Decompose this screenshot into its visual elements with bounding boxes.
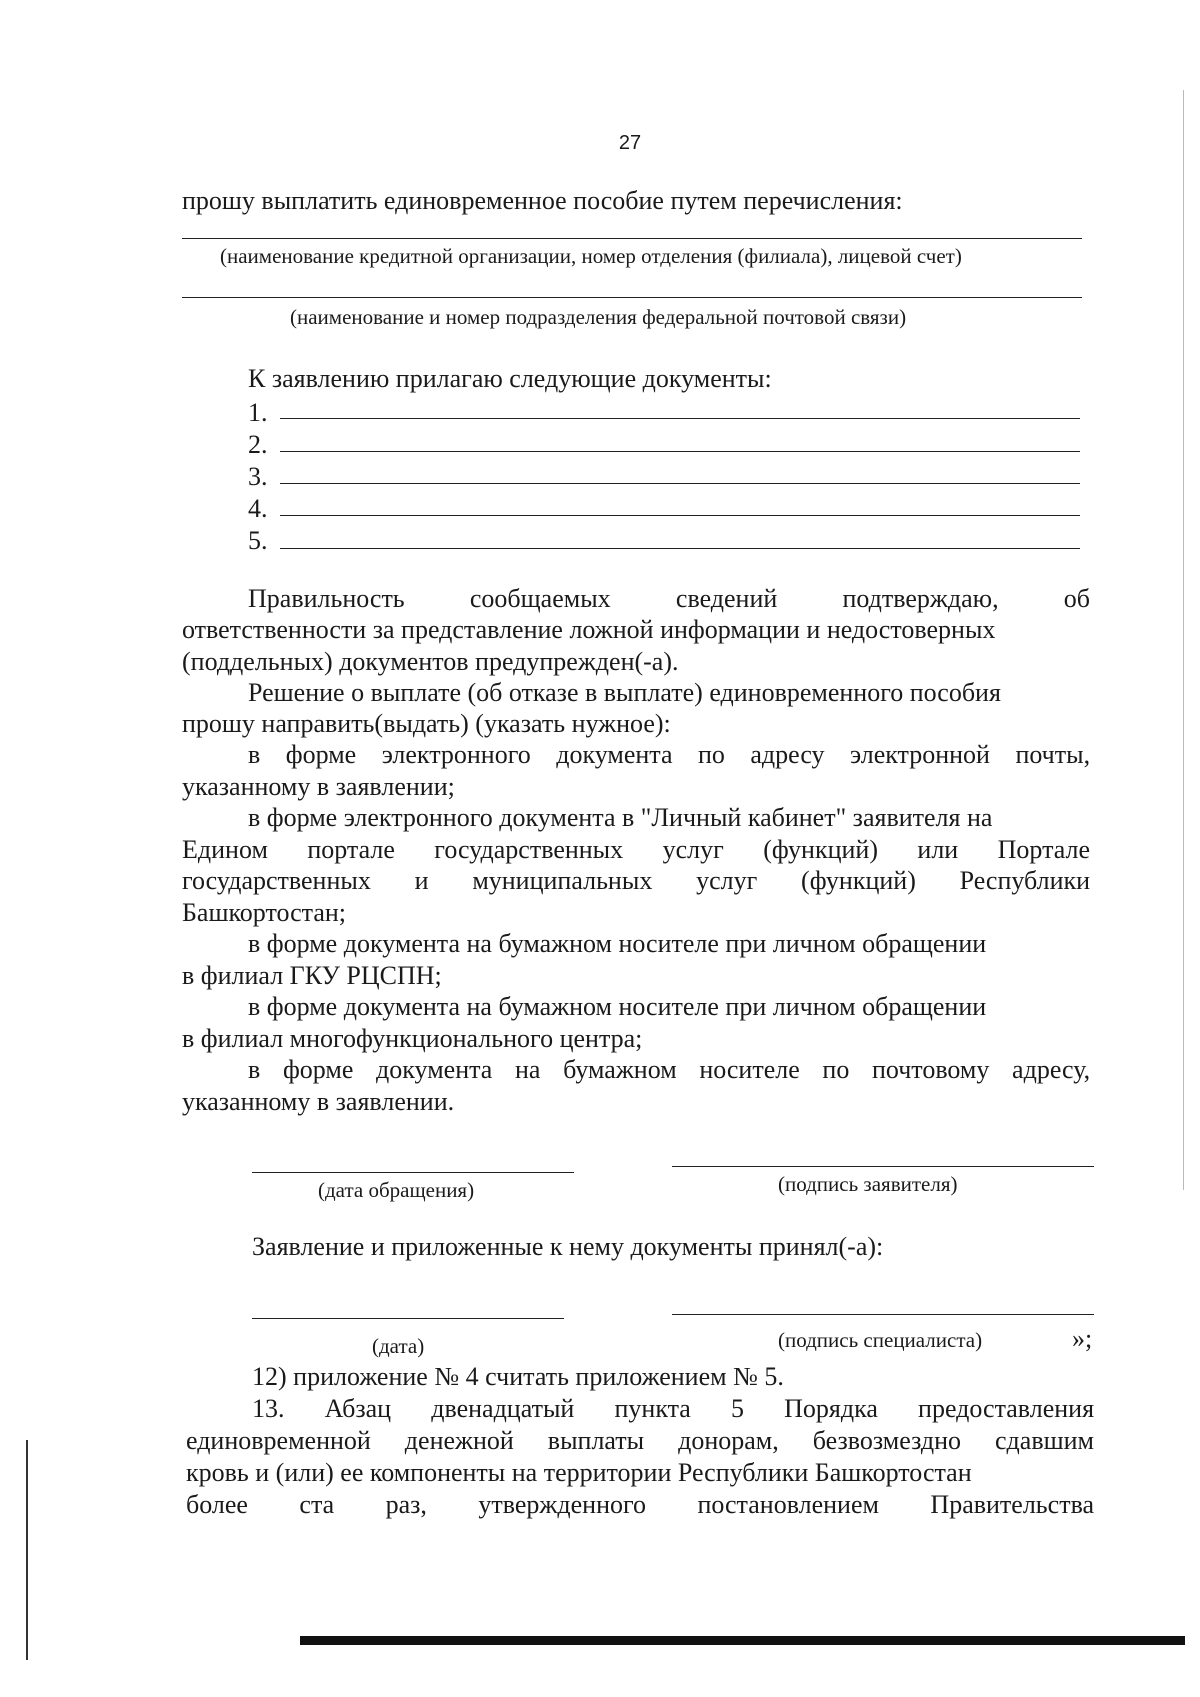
attachment-item xyxy=(248,526,268,556)
attachment-blank-line xyxy=(280,548,1080,549)
decision-line-2: прошу направить(выдать) (указать нужное): xyxy=(182,709,671,738)
option-cabinet-line-3: государственных и муниципальных услуг (функций) Республики xyxy=(182,866,1091,895)
option-email-line-1: в форме электронного документа по адресу электронной почты, xyxy=(248,740,1091,769)
page-number: 27 xyxy=(618,132,642,154)
post-blank-line xyxy=(182,297,1082,298)
option-cabinet-line-1: в форме электронного документа в "Личный кабинет" заявителя на xyxy=(248,803,993,832)
option-post-line-1: в форме документа на бумажном носителе по почтовому адресу, xyxy=(248,1055,1091,1084)
applicant-signature-caption: (подпись заявителя) xyxy=(778,1172,958,1196)
specialist-signature-line xyxy=(672,1314,1094,1315)
accepted-text: Заявление и приложенные к нему документы принял(-а): xyxy=(252,1232,884,1261)
option-cabinet-line-4: Башкортостан; xyxy=(182,898,347,927)
item-13-line-4: более ста раз, утвержденного постановлением Правительства xyxy=(186,1490,1095,1519)
attachment-number: 2. xyxy=(248,430,268,459)
attachment-item xyxy=(248,430,268,460)
item-12: 12) приложение № 4 считать приложением № 5. xyxy=(252,1362,784,1391)
truth-line-1: Правильность сообщаемых сведений подтверждаю, об xyxy=(248,584,1091,613)
option-cabinet-line-2: Едином портале государственных услуг (функций) или Портале xyxy=(182,835,1091,864)
item-13-line-2: единовременной денежной выплаты донорам, безвозмездно сдавшим xyxy=(186,1426,1094,1455)
scan-edge-left xyxy=(26,1440,28,1660)
item-13-line-1: 13. Абзац двенадцатый пункта 5 Порядка предоставления xyxy=(252,1394,1095,1423)
attachment-blank-line xyxy=(280,418,1080,419)
attachment-blank-line xyxy=(280,515,1080,516)
caption-bank: (наименование кредитной организации, номер отделения (филиала), лицевой счет) xyxy=(220,244,962,268)
intro-text: прошу выплатить единовременное пособие путем перечисления: xyxy=(182,186,903,215)
option-rcspn-line-2: в филиал ГКУ РЦСПН; xyxy=(182,961,442,990)
specialist-signature-caption: (подпись специалиста) xyxy=(778,1328,983,1352)
caption-post: (наименование и номер подразделения федеральной почтовой связи) xyxy=(290,305,907,329)
attachment-blank-line xyxy=(280,483,1080,484)
attachment-number: 4. xyxy=(248,494,268,523)
attachment-item xyxy=(248,494,268,524)
closing-quote: »; xyxy=(1072,1324,1093,1353)
receipt-date-caption: (дата) xyxy=(372,1334,425,1358)
item-13-line-3: кровь и (или) ее компоненты на территории Республики Башкортостан xyxy=(186,1458,972,1487)
scan-edge-right xyxy=(1183,90,1184,1190)
scan-bottom-bar xyxy=(300,1636,1185,1645)
attachments-heading: К заявлению прилагаю следующие документы: xyxy=(248,364,772,393)
applicant-signature-line xyxy=(672,1166,1094,1167)
bank-blank-line xyxy=(182,238,1082,239)
attachment-item xyxy=(248,462,268,492)
attachment-item xyxy=(248,398,268,428)
option-mfc-line-1: в форме документа на бумажном носителе при личном обращении xyxy=(248,992,987,1021)
attachment-number: 5. xyxy=(248,526,268,555)
truth-line-2: ответственности за представление ложной информации и недостоверных xyxy=(182,615,996,644)
receipt-date-line xyxy=(252,1318,564,1319)
decision-line-1: Решение о выплате (об отказе в выплате) единовременного пособия xyxy=(248,678,1001,707)
option-email-line-2: указанному в заявлении; xyxy=(182,772,455,801)
truth-line-3: (поддельных) документов предупрежден(-а). xyxy=(182,647,679,676)
attachment-blank-line xyxy=(280,451,1080,452)
option-rcspn-line-1: в форме документа на бумажном носителе при личном обращении xyxy=(248,929,987,958)
option-post-line-2: указанному в заявлении. xyxy=(182,1087,455,1116)
option-mfc-line-2: в филиал многофункционального центра; xyxy=(182,1024,643,1053)
date-signature-line xyxy=(252,1172,574,1173)
attachment-number: 1. xyxy=(248,398,268,427)
date-caption: (дата обращения) xyxy=(318,1178,475,1202)
attachment-number: 3. xyxy=(248,462,268,491)
